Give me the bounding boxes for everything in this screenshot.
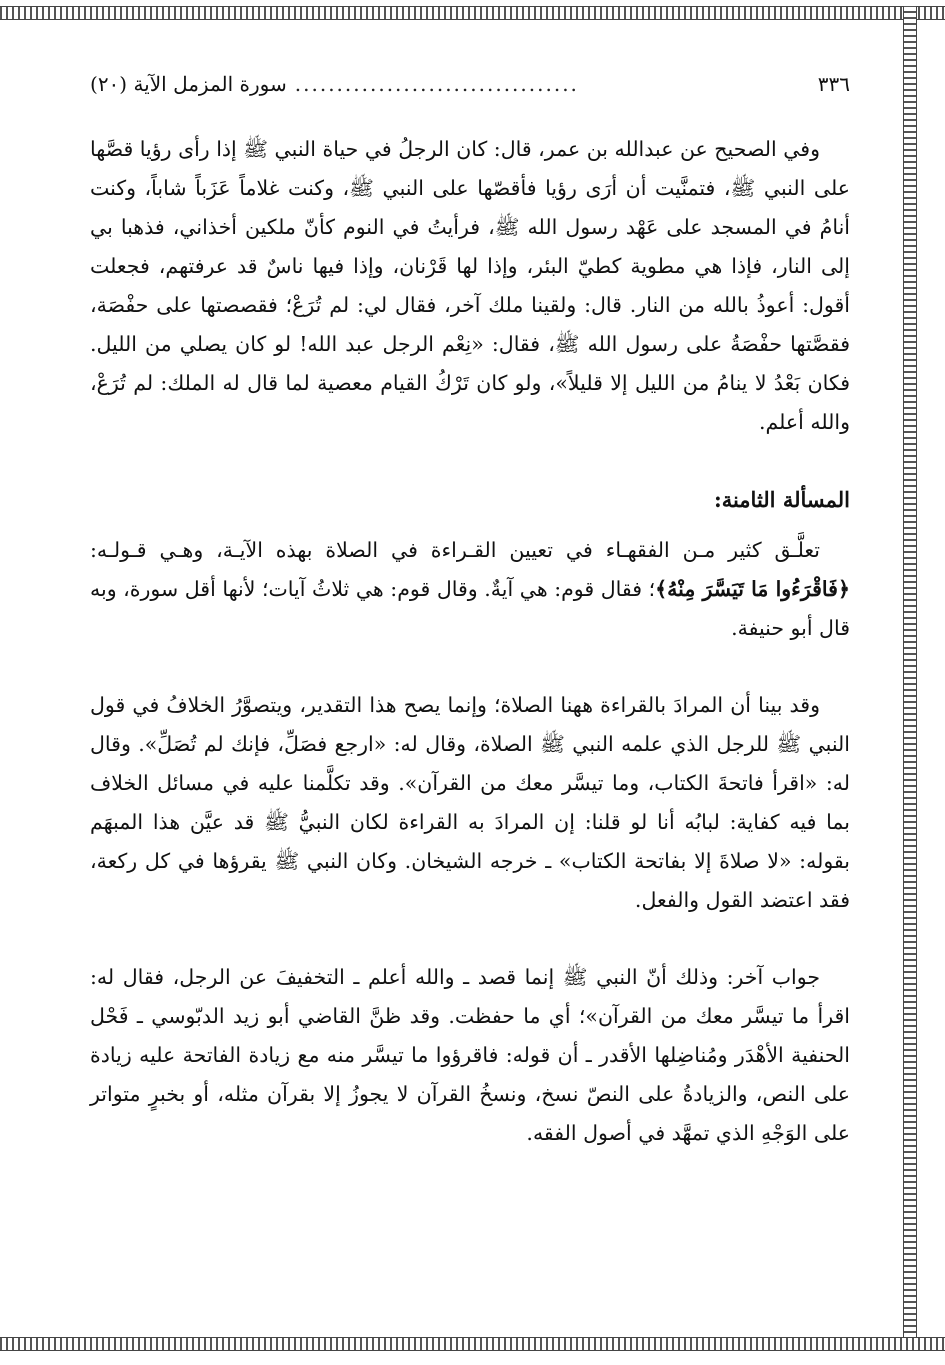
page-content	[90, 60, 850, 1191]
page-border-top	[0, 6, 945, 20]
paragraph-qiraah	[90, 531, 850, 648]
paragraph-ibn-umar-dream: وفي الصحيح عن عبدالله بن عمر، قال: كان الرجلُ في حياة النبي ﷺ إذا رأى رؤيا قصَّها على النبي ﷺ، فتمنَّيت أن أرَى رؤيا فأقصّها على النبي ﷺ، وكنت غلاماً عَزَباً شاباً، وكنت أنامُ في المسجد على عَهْد رسول الله ﷺ، فرأيتُ في النوم كأنّ ملكين أخذاني، فذهبا بي إلى النار، فإذا هي مطوية كطيّ البئر، وإذا لها قَرْنان، وإذا فيها ناسٌ قد عرفتهم، فجعلت أقول: أعوذُ بالله من النار. قال: ولقينا ملك آخر، فقال لي: لم تُرَعْ؛ فقصصتها على حفْصَة، فقصَّتها حفْصَةُ على رسول الله ﷺ، فقال: «نِعْم الرجل عبد الله! لو كان يصلي من الليل. فكان بَعْدُ لا ينامُ من الليل إلا قليلاً»، ولو كان تَرْكُ القيام معصية لما قال له الملك: لم تُرَعْ، والله أعلم.	[90, 137, 850, 434]
paragraph-explanation: وقد بينا أن المرادَ بالقراءة ههنا الصلاة؛ وإنما يصح هذا التقدير، ويتصوَّرُ الخلافُ في قول النبي ﷺ للرجل الذي علمه النبي ﷺ الصلاة، وقال له: «ارجع فصَلِّ، فإنك لم تُصَلِّ». وقال له: «اقرأ فاتحةَ الكتاب، وما تيسَّر معك من القرآن». وقد تكلَّمنا عليه في مسائل الخلاف بما فيه كفاية: لبابُه أنا لو قلنا: إن المرادَ به القراءة لكان النبيُّ ﷺ قد عيَّن هذا المبهَم بقوله: «لا صلاةَ إلا بفاتحة الكتاب» ـ خرجه الشيخان. وكان النبي ﷺ يقرؤها في كل ركعة، فقد اعتضد القول والفعل.	[90, 693, 850, 912]
paragraph-qiraah-intro: تعلَّـق كثير مـن الفقهـاء في تعيين القـراءة في الصلاة بهذه الآيـة، وهـي قـولـه:	[90, 538, 820, 562]
paragraph-another-answer: جواب آخر: وذلك أنّ النبي ﷺ إنما قصد ـ والله أعلم ـ التخفيفَ عن الرجل، فقال له: اقرأ ما تيسَّر معك من القرآن»؛ أي ما حفظت. وقد ظنَّ القاضي أبو زيد الدبّوسي ـ فَحْل الحنفية الأهْدَر ومُناضِلها الأقدر ـ أن قوله: فاقرؤوا ما تيسَّر منه مع زيادة الفاتحة عليه زيادة على النص، والزيادةُ على النصّ نسخ، ونسخُ القرآن لا يجوزُ إلا بقرآن مثله، أو بخبرٍ متواتر على الوَجْهِ الذي تمهَّد في أصول الفقه.	[90, 965, 850, 1145]
running-header	[90, 72, 850, 96]
section-title: المسألة الثامنة:	[713, 487, 850, 512]
page-number: ٣٣٦	[817, 72, 850, 96]
page-border-right	[903, 6, 917, 1351]
header-leader-dots: ..................................	[294, 72, 579, 96]
page-border-bottom	[0, 1337, 945, 1351]
paragraph-qiraah-rest: ؛ فقال قوم: هي آيةٌ. وقال قوم: هي ثلاثُ آيات؛ لأنها أقل سورة، وبه قال أبو حنيفة.	[90, 577, 850, 640]
header-title-group	[90, 72, 579, 96]
quran-verse: ﴿فَاقْرَءُوا مَا تَيَسَّرَ مِنْهُ﴾	[655, 577, 850, 601]
header-title: سورة المزمل الآية (٢٠)	[90, 72, 287, 96]
